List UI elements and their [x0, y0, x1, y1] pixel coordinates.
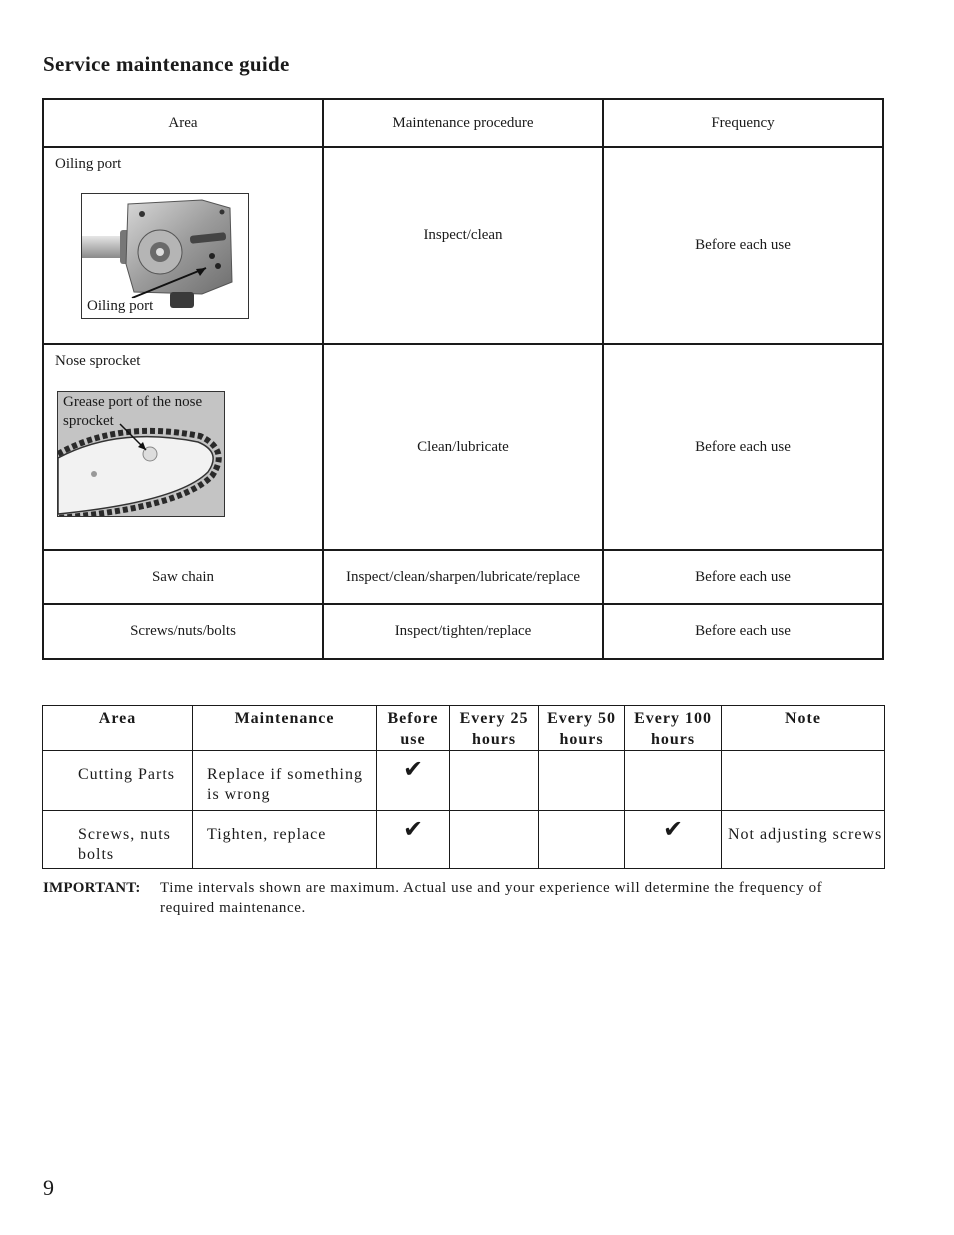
- area-label: Nose sprocket: [55, 353, 141, 369]
- frequency-cell: Before each use: [603, 147, 883, 344]
- frequency-cell: Before each use: [603, 604, 883, 659]
- area-text: Screws, nuts bolts: [78, 826, 171, 863]
- header-maintenance: Maintenance: [193, 706, 377, 751]
- every-50-cell: [539, 751, 625, 811]
- header-every-25-hours: Every 25 hours: [450, 706, 539, 751]
- every-100-cell: [625, 811, 722, 869]
- before-use-cell: [377, 811, 450, 869]
- procedure-cell: [323, 147, 603, 344]
- maintenance-schedule-table: [42, 705, 885, 869]
- check-icon: ✔: [402, 755, 424, 783]
- maintenance-cell: [193, 811, 377, 869]
- note-cell: [722, 811, 885, 869]
- header-frequency: Frequency: [603, 99, 883, 147]
- before-use-cell: [377, 751, 450, 811]
- area-cell: Saw chain: [43, 550, 323, 604]
- note-cell: [722, 751, 885, 811]
- area-cell: [43, 147, 323, 344]
- frequency-cell: Before each use: [603, 344, 883, 550]
- check-slot: [539, 811, 624, 819]
- check-slot: [625, 751, 721, 759]
- check-slot: [450, 751, 538, 759]
- table-row: [43, 811, 885, 869]
- header-area: Area: [43, 706, 193, 751]
- every-25-cell: [450, 811, 539, 869]
- important-label: IMPORTANT:: [43, 880, 141, 896]
- table-row: [43, 604, 883, 659]
- check-slot: [450, 811, 538, 819]
- table-header-row: [43, 706, 885, 751]
- table-row: [43, 147, 883, 344]
- frequency-cell: Before each use: [603, 550, 883, 604]
- table-row: [43, 751, 885, 811]
- check-slot: [539, 751, 624, 759]
- maintenance-cell: [193, 751, 377, 811]
- header-every-100-hours: Every 100 hours: [625, 706, 722, 751]
- area-cell: [43, 751, 193, 811]
- image-caption: Oiling port: [87, 298, 154, 314]
- service-maintenance-table: [42, 98, 884, 660]
- table-header-row: [43, 99, 883, 147]
- header-every-50-hours: Every 50 hours: [539, 706, 625, 751]
- header-area: Area: [43, 99, 323, 147]
- page-title: Service maintenance guide: [43, 52, 290, 76]
- area-text: Cutting Parts: [78, 766, 176, 783]
- maintenance-text: Replace if something is wrong: [207, 766, 363, 803]
- oiling-port-photo: [81, 193, 249, 319]
- procedure-cell: Clean/lubricate: [323, 344, 603, 550]
- image-caption: Grease port of the nose sprocket: [63, 394, 203, 429]
- check-icon: ✔: [402, 815, 424, 843]
- header-before-use: Before use: [377, 706, 450, 751]
- page-number: 9: [43, 1175, 54, 1200]
- every-100-cell: [625, 751, 722, 811]
- area-cell: [43, 344, 323, 550]
- important-note: [43, 878, 873, 918]
- nose-sprocket-photo: [57, 391, 225, 517]
- table-row: [43, 550, 883, 604]
- procedure-cell: Inspect/tighten/replace: [323, 604, 603, 659]
- every-50-cell: [539, 811, 625, 869]
- check-icon: ✔: [662, 815, 684, 843]
- note-text: [722, 751, 884, 765]
- area-cell: Screws/nuts/bolts: [43, 604, 323, 659]
- procedure-text: Inspect/clean: [423, 227, 503, 243]
- area-cell: [43, 811, 193, 869]
- area-label: Oiling port: [55, 156, 122, 172]
- every-25-cell: [450, 751, 539, 811]
- important-text: Time intervals shown are maximum. Actual use and your experience will determine the frequency of required maintenance.: [160, 880, 823, 916]
- procedure-cell: Inspect/clean/sharpen/lubricate/replace: [323, 550, 603, 604]
- maintenance-text: Tighten, replace: [207, 826, 327, 843]
- note-text: Not adjusting screws: [728, 826, 883, 843]
- header-note: Note: [722, 706, 885, 751]
- table-row: [43, 344, 883, 550]
- header-procedure: Maintenance procedure: [323, 99, 603, 147]
